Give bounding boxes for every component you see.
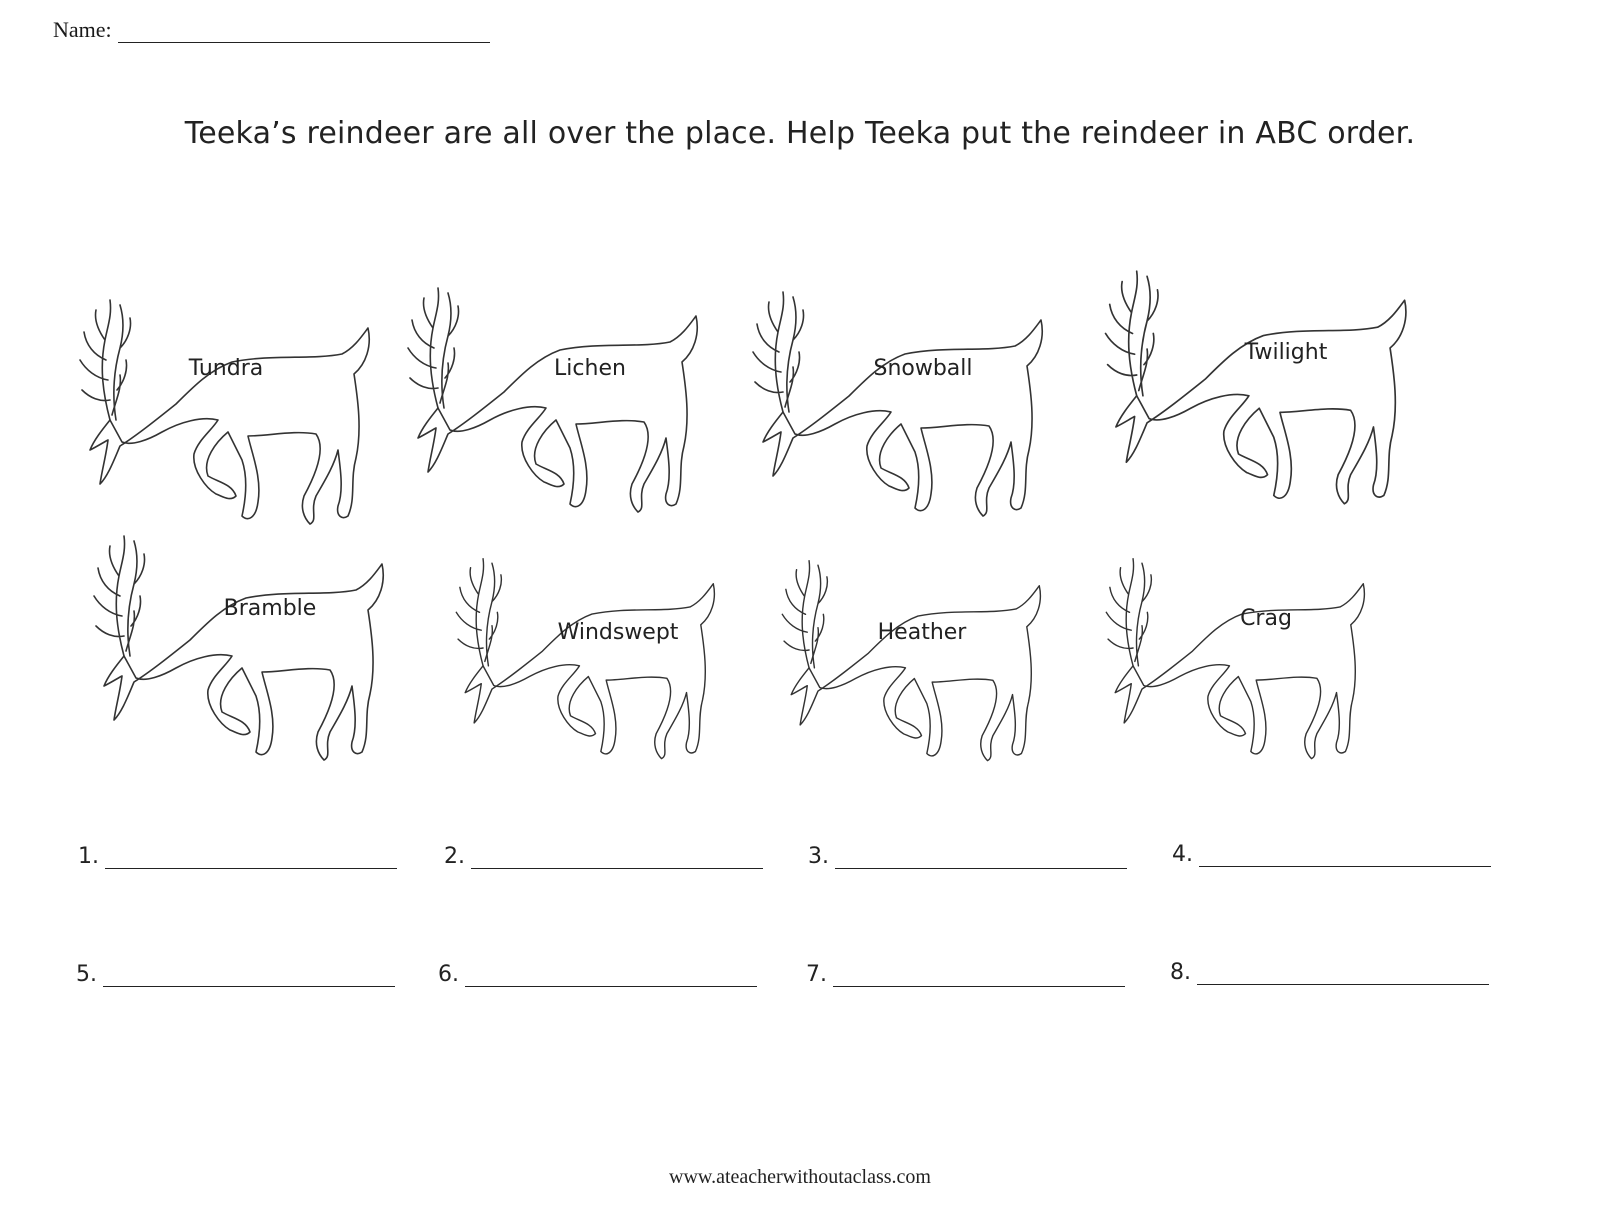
answer-blank-5[interactable]	[76, 962, 395, 987]
blank-line[interactable]	[103, 966, 395, 987]
blank-line[interactable]	[465, 966, 757, 987]
answer-blank-4[interactable]	[1172, 842, 1491, 867]
answer-blank-8[interactable]	[1170, 960, 1489, 985]
reindeer-icon	[72, 270, 372, 530]
blank-number: 7.	[806, 962, 827, 987]
name-field[interactable]	[53, 16, 490, 43]
reindeer-name: Heather	[877, 620, 967, 645]
blank-number: 4.	[1172, 842, 1193, 867]
blank-line[interactable]	[1199, 846, 1491, 867]
blank-number: 5.	[76, 962, 97, 987]
reindeer-icon	[745, 262, 1045, 522]
reindeer-card	[72, 270, 372, 530]
blank-number: 1.	[78, 844, 99, 869]
answer-blank-2[interactable]	[444, 844, 763, 869]
reindeer-icon	[440, 532, 726, 764]
reindeer-card	[765, 534, 1053, 766]
reindeer-icon	[765, 534, 1053, 766]
reindeer-name: Crag	[1240, 606, 1292, 631]
reindeer-name: Windswept	[557, 620, 679, 645]
blank-line[interactable]	[833, 966, 1125, 987]
blank-number: 2.	[444, 844, 465, 869]
reindeer-icon	[1088, 532, 1378, 764]
reindeer-card	[1088, 532, 1378, 764]
reindeer-name: Twilight	[1244, 340, 1328, 365]
reindeer-icon	[1088, 240, 1418, 510]
answer-blank-6[interactable]	[438, 962, 757, 987]
reindeer-card	[1088, 240, 1418, 510]
reindeer-icon	[400, 258, 700, 518]
reindeer-name: Lichen	[554, 356, 626, 381]
reindeer-name: Snowball	[873, 356, 973, 381]
reindeer-card	[440, 532, 726, 764]
name-line[interactable]	[118, 16, 490, 43]
answer-blank-1[interactable]	[78, 844, 397, 869]
answer-blank-7[interactable]	[806, 962, 1125, 987]
blank-line[interactable]	[835, 848, 1127, 869]
reindeer-card	[745, 262, 1045, 522]
blank-line[interactable]	[105, 848, 397, 869]
reindeer-card	[400, 258, 700, 518]
blank-number: 3.	[808, 844, 829, 869]
blank-line[interactable]	[471, 848, 763, 869]
blank-number: 6.	[438, 962, 459, 987]
blank-line[interactable]	[1197, 964, 1489, 985]
reindeer-card	[74, 506, 398, 766]
answer-blank-3[interactable]	[808, 844, 1127, 869]
instructions: Teeka’s reindeer are all over the place. Help Teeka put the reindeer in ABC order.	[184, 116, 1416, 151]
name-label: Name:	[53, 17, 112, 42]
reindeer-name: Bramble	[223, 596, 317, 621]
footer-url: www.ateacherwithoutaclass.com	[669, 1166, 931, 1188]
reindeer-icon	[74, 506, 398, 766]
reindeer-name: Tundra	[188, 356, 264, 381]
blank-number: 8.	[1170, 960, 1191, 985]
